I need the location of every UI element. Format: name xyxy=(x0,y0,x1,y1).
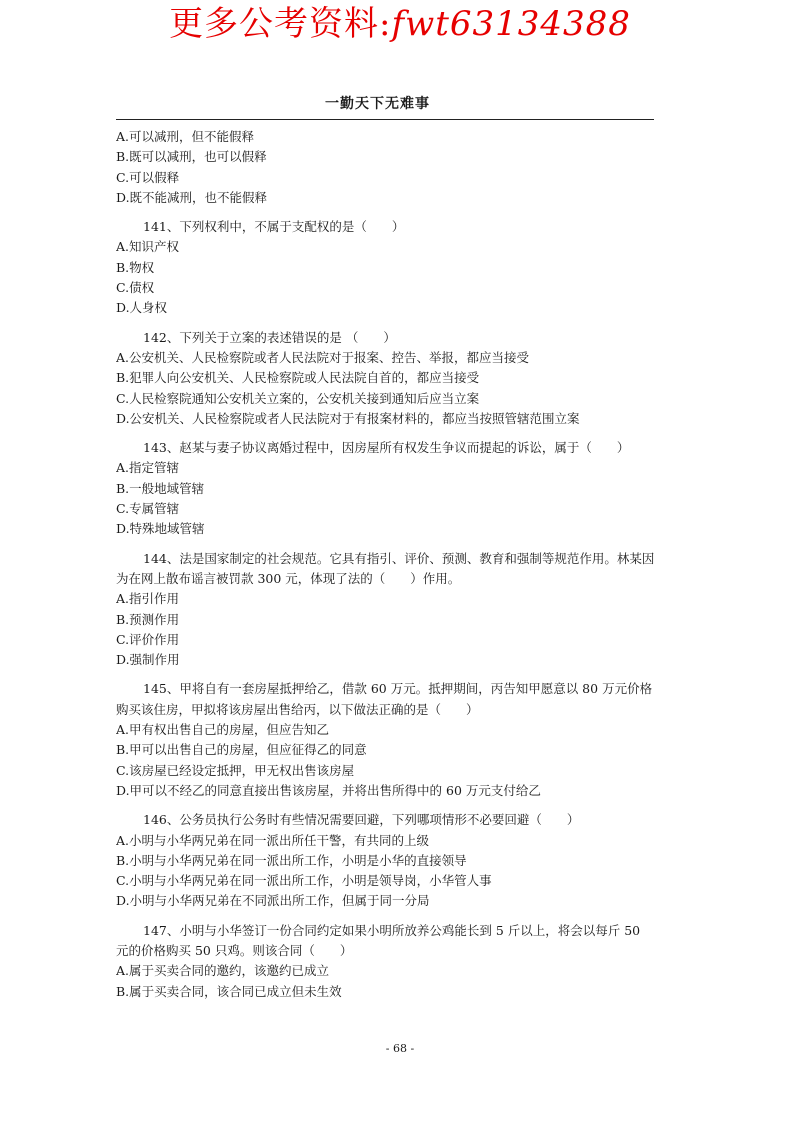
option: D.特殊地域管辖 xyxy=(116,521,205,537)
option: B.一般地域管辖 xyxy=(116,480,205,496)
option: C.人民检察院通知公安机关立案的，公安机关接到通知后应当立案 xyxy=(116,390,480,406)
question-146 xyxy=(116,810,656,911)
option: A.公安机关、人民检察院或者人民法院对于报案、控告、举报，都应当接受 xyxy=(116,349,530,365)
question-143 xyxy=(116,438,656,539)
option: A.属于买卖合同的邀约，该邀约已成立 xyxy=(116,963,330,979)
option: A.指引作用 xyxy=(116,591,180,607)
running-header: 一勤天下无难事 xyxy=(325,96,430,112)
option: D.强制作用 xyxy=(116,652,180,668)
page-number: - 68 - xyxy=(385,1042,415,1055)
option: D.小明与小华两兄弟在不同派出所工作，但属于同一分局 xyxy=(116,893,430,909)
option: B.预测作用 xyxy=(116,611,180,627)
question-147 xyxy=(116,921,656,1002)
option: C.专属管辖 xyxy=(116,501,180,517)
option: B.犯罪人向公安机关、人民检察院或人民法院自首的，都应当接受 xyxy=(116,370,480,386)
option: D.公安机关、人民检察院或者人民法院对于有报案材料的，都应当按照管辖范围立案 xyxy=(116,410,580,426)
watermark-banner xyxy=(0,2,800,46)
option: D.既不能减刑，也不能假释 xyxy=(116,189,268,205)
option: A.可以减刑，但不能假释 xyxy=(116,129,255,144)
previous-question-options xyxy=(116,127,656,208)
option: A.知识产权 xyxy=(116,239,180,255)
option: B.属于买卖合同，该合同已成立但未生效 xyxy=(116,983,342,999)
question-text: 147、小明与小华签订一份合同约定如果小明所放养公鸡能长到 5 斤以上，将会以每斤 50 元的价格购买 50 只鸡。则该合同（ ） xyxy=(116,922,641,958)
option: C.小明与小华两兄弟在同一派出所工作，小明是领导岗，小华管人事 xyxy=(116,873,492,889)
option: C.评价作用 xyxy=(116,631,180,647)
question-text: 142、下列关于立案的表述错误的是 （ ） xyxy=(143,329,396,345)
question-145 xyxy=(116,679,656,801)
question-text: 145、甲将自有一套房屋抵押给乙，借款 60 万元。抵押期间，丙告知甲愿意以 80 万元价格购买该住房，甲拟将该房屋出售给丙，以下做法正确的是（ ） xyxy=(116,681,653,717)
option: D.人身权 xyxy=(116,300,168,316)
option: A.小明与小华两兄弟在同一派出所任干警，有共同的上级 xyxy=(116,832,430,848)
question-text: 141、下列权利中，不属于支配权的是（ ） xyxy=(143,219,405,235)
question-141 xyxy=(116,217,656,318)
option: B.既可以减刑，也可以假释 xyxy=(116,149,267,165)
question-text: 146、公务员执行公务时有些情况需要回避，下列哪项情形不必要回避（ ） xyxy=(143,812,580,828)
option: A.指定管辖 xyxy=(116,460,180,476)
question-144 xyxy=(116,549,656,671)
option: B.物权 xyxy=(116,259,155,275)
option: D.甲可以不经乙的同意直接出售该房屋，并将出售所得中的 60 万元支付给乙 xyxy=(116,782,541,798)
option: A.甲有权出售自己的房屋，但应告知乙 xyxy=(116,722,330,738)
page-content xyxy=(116,127,656,1002)
option: B.小明与小华两兄弟在同一派出所工作，小明是小华的直接领导 xyxy=(116,852,467,868)
header-rule xyxy=(116,119,654,120)
option: C.可以假释 xyxy=(116,169,180,185)
question-text: 144、法是国家制定的社会规范。它具有指引、评价、预测、教育和强制等规范作用。林某因为在网上散布谣言被罚款 300 元，体现了法的（ ）作用。 xyxy=(116,550,655,586)
option: C.债权 xyxy=(116,280,155,296)
watermark-en: fwt63134388 xyxy=(391,4,631,44)
option: C.该房屋已经设定抵押，甲无权出售该房屋 xyxy=(116,762,355,778)
watermark-cn: 更多公考资料: xyxy=(169,4,392,44)
option: B.甲可以出售自己的房屋，但应征得乙的同意 xyxy=(116,742,367,758)
question-text: 143、赵某与妻子协议离婚过程中，因房屋所有权发生争议而提起的诉讼，属于（ ） xyxy=(143,440,630,456)
question-142 xyxy=(116,328,656,429)
